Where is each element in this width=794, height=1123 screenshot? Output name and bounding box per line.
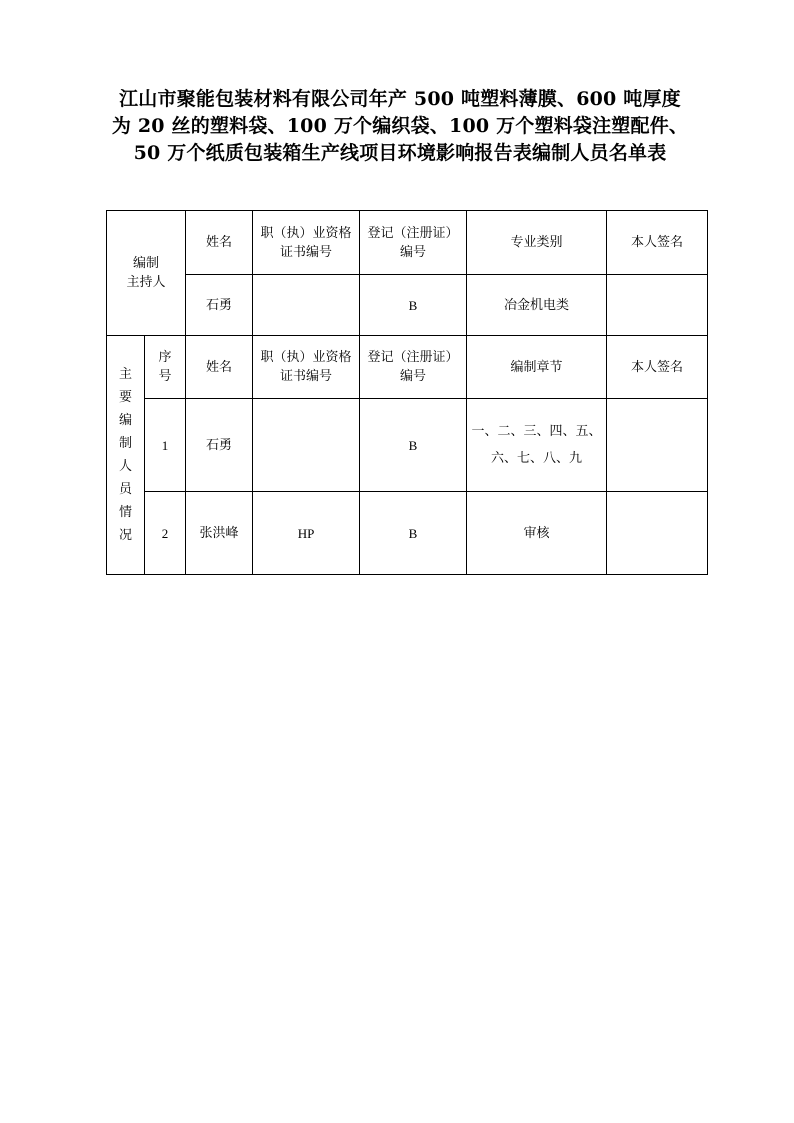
staff-registration-number: B <box>360 492 467 575</box>
staff-registration-number: B <box>360 399 467 492</box>
staff-cert-number: HP <box>253 492 360 575</box>
host-data-row <box>107 275 708 336</box>
staff-header-cert-line-1: 职（执）业资格 <box>260 350 352 365</box>
staff-seq: 1 <box>145 399 186 492</box>
header-registration-line-1: 登记（注册证） <box>367 225 459 241</box>
staff-chapters <box>467 399 607 492</box>
host-label-line-2: 主持人 <box>126 275 166 290</box>
header-registration <box>360 211 467 275</box>
header-signature: 本人签名 <box>607 211 708 275</box>
staff-header-registration <box>360 336 467 399</box>
staff-header-cert-line-2: 证书编号 <box>280 369 333 384</box>
host-header-row <box>107 211 708 275</box>
header-registration-line-2: 编号 <box>400 244 427 260</box>
title-line-1: 江山市聚能包装材料有限公司年产 500 吨塑料薄膜、600 吨厚度 <box>119 88 681 110</box>
staff-signature-cell <box>607 399 708 492</box>
staff-chapters-line-2: 六、七、八、九 <box>491 451 583 466</box>
staff-header-registration-line-1: 登记（注册证） <box>367 350 459 365</box>
header-specialty: 专业类别 <box>467 211 607 275</box>
staff-roster-table <box>106 210 708 575</box>
staff-chapters-line-1: 审核 <box>523 525 550 541</box>
header-name: 姓名 <box>186 211 253 275</box>
title-line-2: 为 20 丝的塑料袋、100 万个编织袋、100 万个塑料袋注塑配件、 <box>111 115 689 137</box>
staff-section-label <box>107 336 145 575</box>
header-cert-line-2: 证书编号 <box>280 244 333 260</box>
staff-name: 张洪峰 <box>186 492 253 575</box>
staff-header-registration-line-2: 编号 <box>400 369 427 384</box>
host-registration-number: B <box>360 275 467 336</box>
staff-section-label-text: 主要编制人员情况 <box>119 367 133 543</box>
header-cert-line-1: 职（执）业资格 <box>260 225 352 241</box>
host-specialty: 冶金机电类 <box>467 275 607 336</box>
staff-signature-cell <box>607 492 708 575</box>
staff-header-chapters: 编制章节 <box>467 336 607 399</box>
table-row <box>107 492 708 575</box>
document-title <box>100 86 700 167</box>
host-section-label <box>107 211 186 336</box>
staff-seq: 2 <box>145 492 186 575</box>
staff-header-cert <box>253 336 360 399</box>
staff-chapters <box>467 492 607 575</box>
table-row <box>107 399 708 492</box>
staff-name: 石勇 <box>186 399 253 492</box>
staff-header-signature: 本人签名 <box>607 336 708 399</box>
host-cert-number <box>253 275 360 336</box>
staff-header-row <box>107 336 708 399</box>
staff-chapters-line-1: 一、二、三、四、五、 <box>471 424 602 439</box>
header-cert <box>253 211 360 275</box>
header-seq <box>145 336 186 399</box>
title-line-3: 50 万个纸质包装箱生产线项目环境影响报告表编制人员名单表 <box>133 142 667 164</box>
host-name: 石勇 <box>186 275 253 336</box>
host-signature-cell <box>607 275 708 336</box>
staff-cert-number <box>253 399 360 492</box>
host-label-line-1: 编制 <box>133 256 160 271</box>
header-seq-text: 序号 <box>158 350 172 384</box>
staff-header-name: 姓名 <box>186 336 253 399</box>
